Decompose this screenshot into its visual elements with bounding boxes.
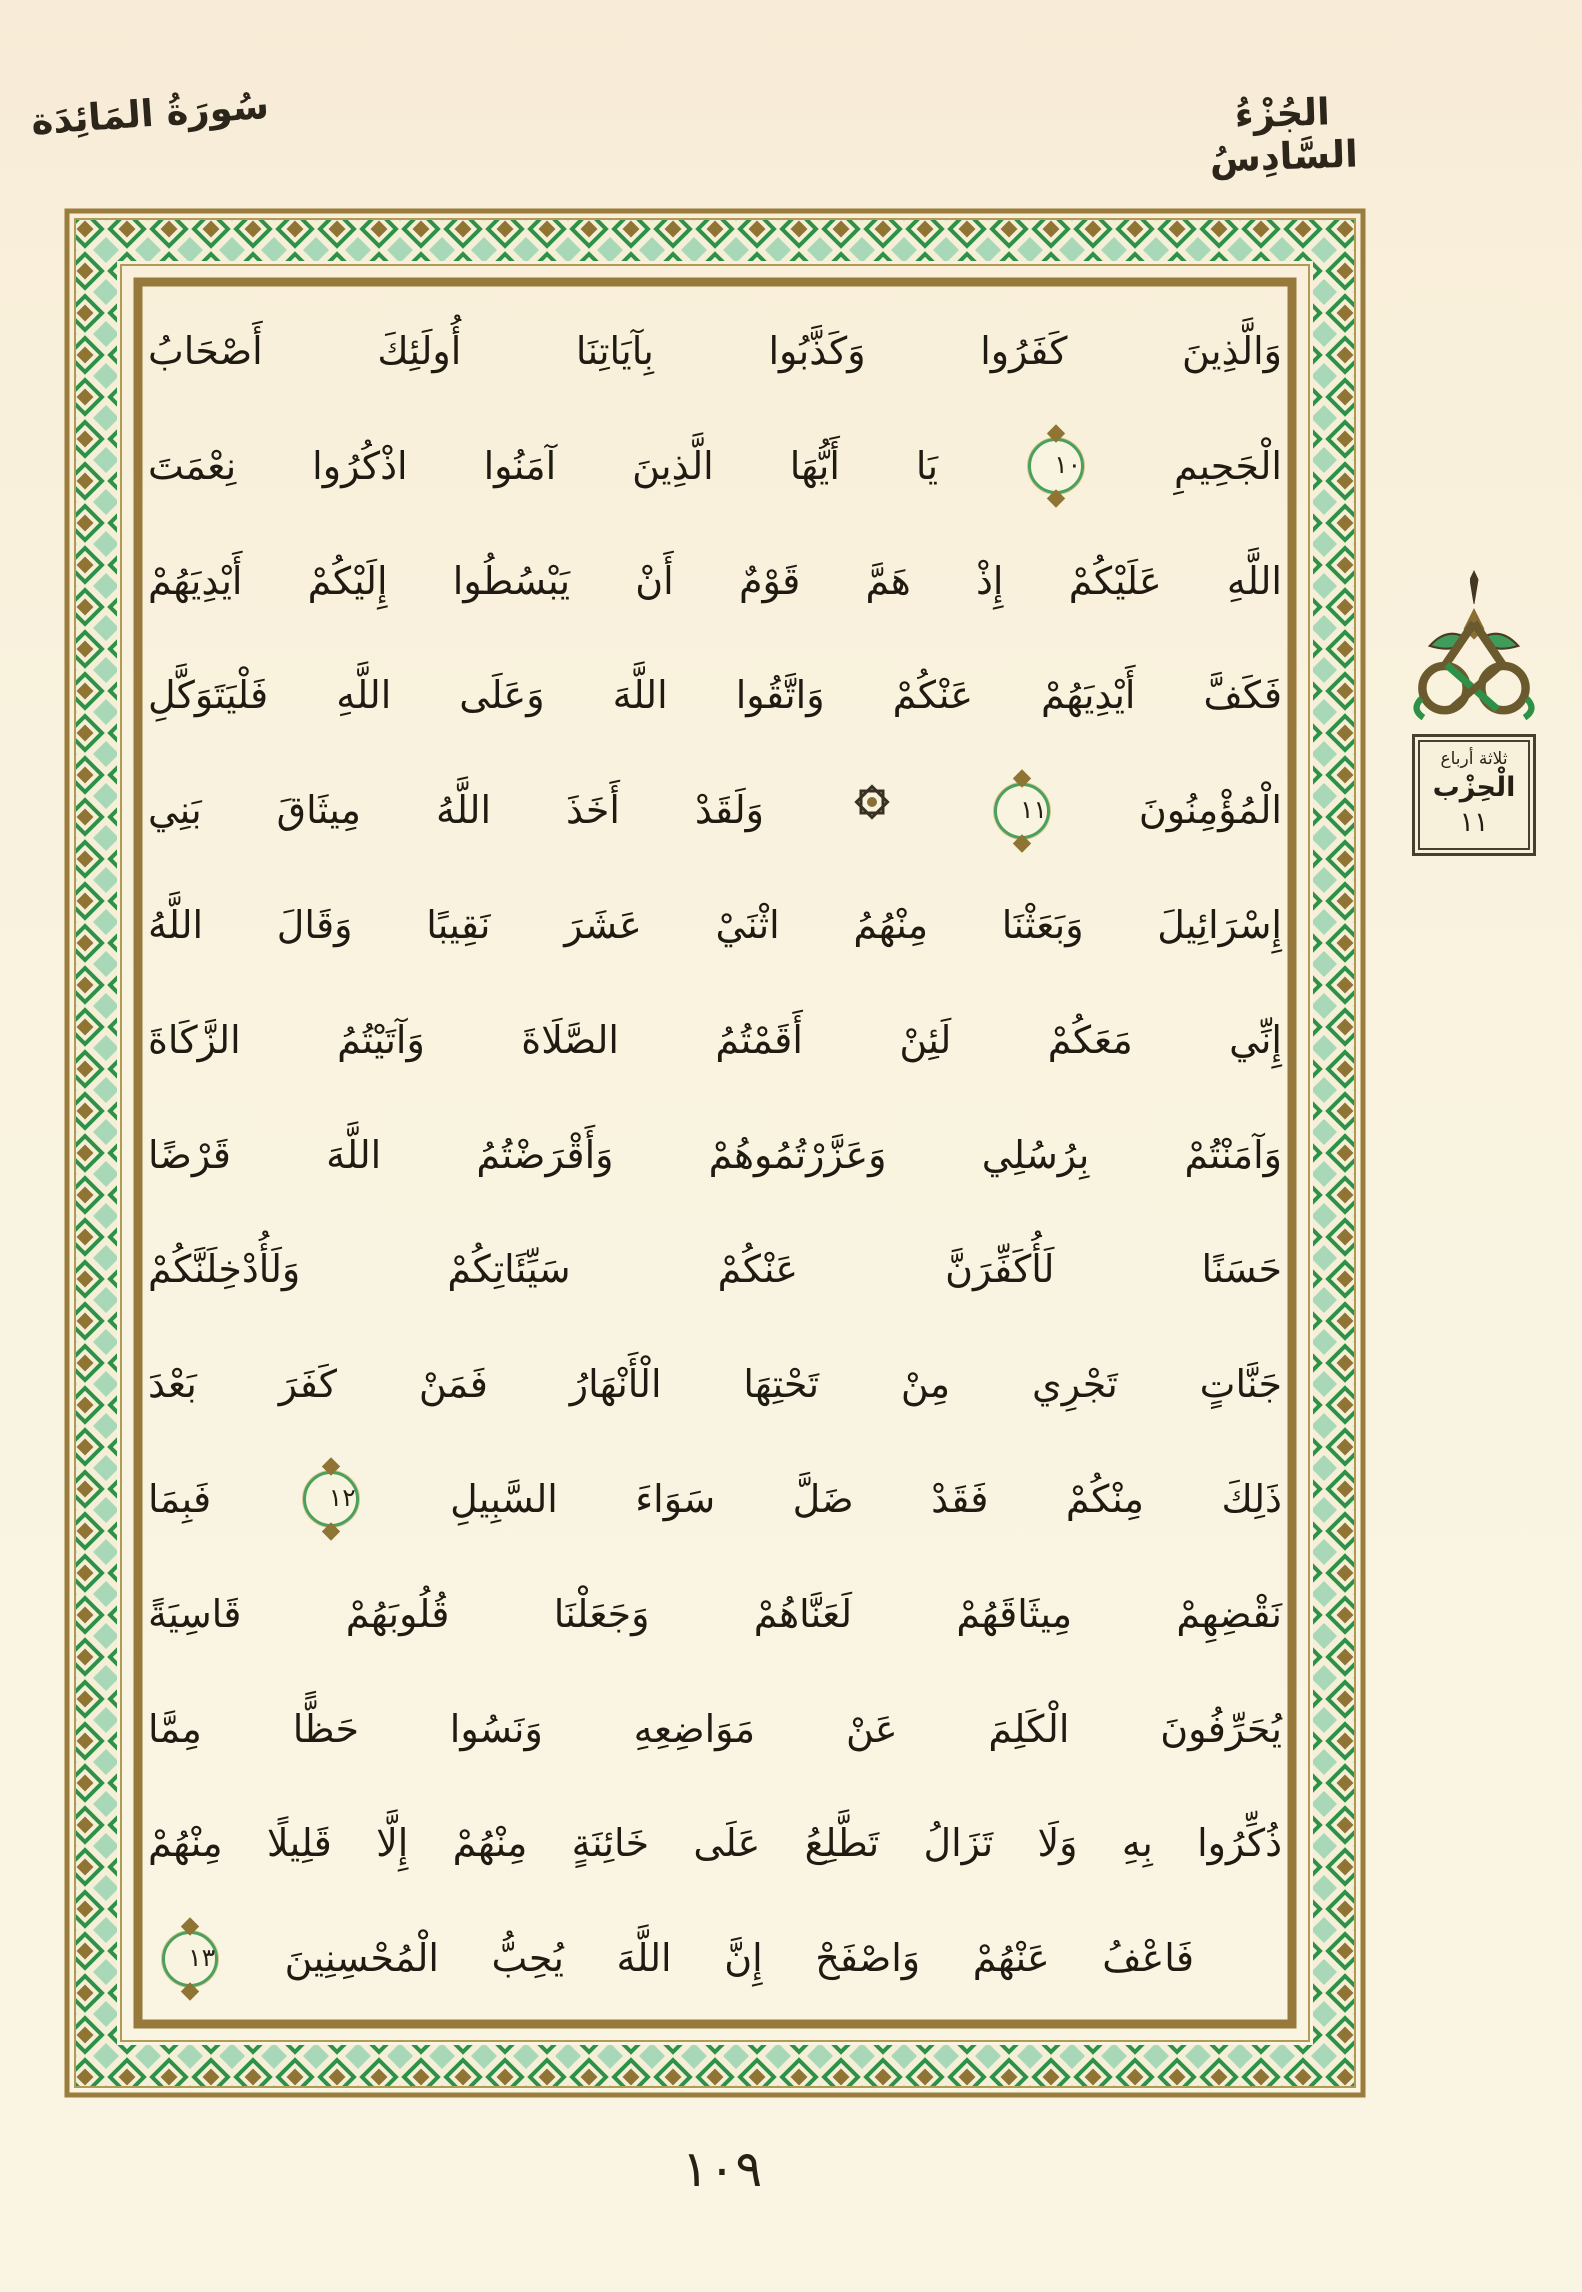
finial-drop-icon [1470, 570, 1479, 604]
quran-line [148, 1555, 1282, 1670]
quran-line [148, 1210, 1282, 1325]
verse-end-medallion [1028, 438, 1084, 494]
quran-text-segment: ذَلِكَ مِنْكُمْ فَقَدْ ضَلَّ سَوَاءَ السَّبِيلِ [450, 1477, 1282, 1522]
quran-text-segment: إِسْرَائِيلَ وَبَعَثْنَا مِنْهُمُ اثْنَيْ عَشَرَ نَقِيبًا وَقَالَ اللَّهُ [148, 903, 1282, 948]
quran-text-segment: وَلَقَدْ أَخَذَ اللَّهُ مِيثَاقَ بَنِي [148, 788, 765, 833]
quran-text-segment: إِنِّي مَعَكُمْ لَئِنْ أَقَمْتُمُ الصَّلَاةَ وَآتَيْتُمُ الزَّكَاةَ [148, 1017, 1282, 1062]
rub-el-hizb-icon [851, 753, 893, 868]
surah-title: سُورَةُ المَائِدَة [29, 83, 271, 144]
ornamental-border-frame [64, 208, 1366, 2098]
quran-text-segment: اللَّهِ عَلَيْكُمْ إِذْ هَمَّ قَوْمٌ أَنْ يَبْسُطُوا إِلَيْكُمْ أَيْدِيَهُمْ [148, 558, 1282, 603]
quran-line [148, 636, 1282, 751]
hizb-label: الْحِزْب [1432, 772, 1516, 803]
quran-text-segment: الْجَحِيمِ [1174, 443, 1282, 488]
verse-number: ١٣ [188, 1942, 215, 1972]
juz-title: الجُزْءُ السَّادِسُ [1208, 90, 1359, 181]
quran-line [148, 292, 1282, 407]
quran-text-segment: الْمُؤْمِنُونَ [1138, 788, 1282, 833]
hizb-number: ١١ [1459, 807, 1489, 838]
quran-line [148, 1325, 1282, 1440]
quran-text-segment: فَكَفَّ أَيْدِيَهُمْ عَنْكُمْ وَاتَّقُوا اللَّهَ وَعَلَى اللَّهِ فَلْيَتَوَكَّلِ [148, 673, 1282, 718]
verse-number: ١١ [1020, 794, 1047, 824]
quran-line [148, 866, 1282, 981]
knot-ornament-icon [1399, 608, 1549, 726]
quran-text-segment: حَسَنًا لَأُكَفِّرَنَّ عَنْكُمْ سَيِّئَاتِكُمْ وَلَأُدْخِلَنَّكُمْ [148, 1247, 1282, 1292]
quran-line [148, 1670, 1282, 1785]
quran-text-segment: فَاعْفُ عَنْهُمْ وَاصْفَحْ إِنَّ اللَّهَ يُحِبُّ الْمُحْسِنِينَ [284, 1936, 1194, 1981]
quran-line [148, 522, 1282, 637]
quran-line [148, 751, 1282, 866]
verse-number: ١٠ [1054, 450, 1082, 480]
quran-line [148, 981, 1282, 1096]
quran-text-segment: يَا أَيُّهَا الَّذِينَ آمَنُوا اذْكُرُوا نِعْمَتَ [148, 443, 939, 488]
quran-line [148, 1096, 1282, 1211]
quran-text-segment: يُحَرِّفُونَ الْكَلِمَ عَنْ مَوَاضِعِهِ وَنَسُوا حَظًّا مِمَّا [148, 1706, 1282, 1751]
quran-lines [148, 292, 1282, 2014]
quran-text-segment: جَنَّاتٍ تَجْرِي مِنْ تَحْتِهَا الْأَنْهَارُ فَمَنْ كَفَرَ بَعْدَ [148, 1362, 1282, 1407]
verse-end-medallion [994, 783, 1050, 839]
verse-end-medallion [162, 1931, 218, 1987]
hizb-fraction-label: ثلاثة أرباع [1440, 749, 1508, 769]
page-number: ١٠٩ [681, 2140, 763, 2198]
quran-text-segment: نَقْضِهِمْ مِيثَاقَهُمْ لَعَنَّاهُمْ وَجَعَلْنَا قُلُوبَهُمْ قَاسِيَةً [148, 1591, 1282, 1636]
verse-end-medallion [303, 1471, 359, 1527]
quran-text-segment: وَالَّذِينَ كَفَرُوا وَكَذَّبُوا بِآيَاتِنَا أُولَئِكَ أَصْحَابُ [148, 329, 1282, 374]
quran-line [148, 1899, 1282, 2014]
quran-text-segment: فَبِمَا [148, 1477, 212, 1522]
quran-line [148, 1784, 1282, 1899]
hizb-marker [1396, 570, 1552, 856]
quran-line [148, 1440, 1282, 1555]
quran-line [148, 407, 1282, 522]
quran-text-segment: وَآمَنْتُمْ بِرُسُلِي وَعَزَّرْتُمُوهُمْ وَأَقْرَضْتُمُ اللَّهَ قَرْضًا [148, 1132, 1282, 1177]
hizb-box [1412, 734, 1536, 856]
verse-number: ١٢ [328, 1483, 356, 1513]
quran-text-segment: ذُكِّرُوا بِهِ وَلَا تَزَالُ تَطَّلِعُ عَلَى خَائِنَةٍ مِنْهُمْ إِلَّا قَلِيلًا مِنْهُمْ [148, 1821, 1282, 1866]
